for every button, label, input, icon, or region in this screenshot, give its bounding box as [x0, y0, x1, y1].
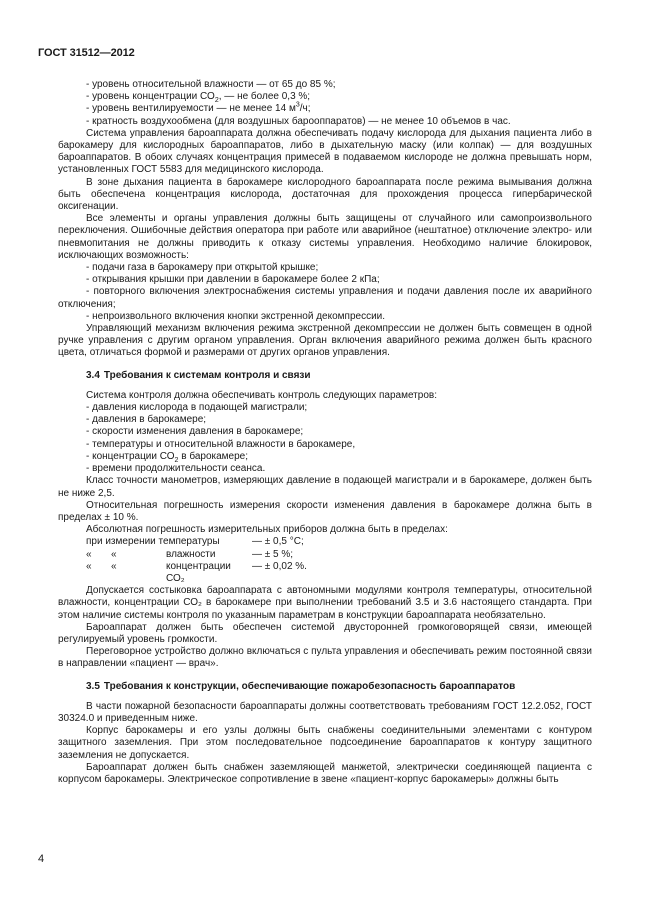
paragraph: Бароаппарат должен быть обеспечен системой двусторонней громкоговорящей связи, имеющей регулируемый уровень громкости.	[58, 621, 592, 645]
paragraph: Относительная погрешность измерения скорости изменения давления в барокамере должна быть в пределах ± 10 %.	[58, 499, 592, 523]
paragraph: Бароаппарат должен быть снабжен заземляющей манжетой, электрически соединяющей пациента с корпусом барокамеры. Электрическое сопротивление в звене «пациент-корпус барокамеры» должны быть	[58, 761, 592, 785]
tolerance-row	[58, 549, 592, 561]
list-item: - уровень относительной влажности — от 65 до 85 %;	[86, 79, 336, 90]
list-item: Абсолютная погрешность измерительных приборов должна быть в пределах:	[86, 524, 448, 536]
list-item: - температуры и относительной влажности в барокамере,	[86, 438, 356, 450]
list-item: - подачи газа в барокамеру при открытой крышке;	[86, 262, 319, 274]
section-title: Требования к конструкции, обеспечивающие пожаробезопасность бароаппаратов	[103, 680, 516, 692]
tolerance-cell: при измерении температуры	[86, 536, 220, 548]
paragraph: Класс точности манометров, измеряющих давление в подающей магистрали и в барокамере, должен быть не ниже 2,5.	[58, 475, 592, 499]
list-item: - времени продолжительности сеанса.	[86, 463, 266, 475]
paragraph: Переговорное устройство должно включаться с пульта управления и обеспечивать режим постоянной связи в направлении «пациент — врач».	[58, 646, 592, 670]
page-number: 4	[38, 853, 45, 865]
paragraph: Управляющий механизм включения режима экстренной декомпрессии не должен быть совмещен в одной ручке управления с другим органом управления. Орган включения аварийного режима должен быть красного цвета, отличаться формой и размерами от других органов управления.	[58, 323, 592, 359]
list-item: - давления кислорода в подающей магистрали;	[86, 402, 308, 414]
paragraph: Все элементы и органы управления должны быть защищены от случайного или самопроизвольного переключения. Ошибочные действия оператора при работе или аварийное (нештатное) отключение электро- или пневмопитания не должны приводить к отказу системы управления. Необходимо наличие блокировок, исключающих возможность:	[58, 213, 592, 261]
list-item: - скорости изменения давления в барокамере;	[86, 426, 304, 438]
tolerance-cell: «	[111, 548, 117, 560]
section-number: 3.5	[86, 680, 100, 692]
list-item: - уровень концентрации $СО_2$, — не более 0,3 %;	[86, 91, 311, 105]
tolerance-cell: «	[111, 560, 117, 572]
paragraph: Корпус барокамеры и его узлы должны быть снабжены соединительными элементами с контуром защитного заземления. При этом последовательное подсоединение бароаппаратов к контуру защитного заземления не допускается.	[58, 725, 592, 761]
tolerance-cell: концентрации СО₂	[166, 560, 231, 584]
tolerance-row	[58, 536, 592, 548]
list-item: - открывания крышки при давлении в барокамере более 2 кПа;	[86, 274, 380, 286]
section-heading	[58, 681, 592, 693]
paragraph: В зоне дыхания пациента в барокамере кислородного бароаппарата после режима вымывания должна быть обеспечена концентрация кислорода, достаточная для прохождения процесса гипербарической оксигенации.	[58, 176, 592, 213]
paragraph: Допускается состыковка бароаппарата с автономными модулями контроля температуры, относительной влажности, концентрации СО₂ в барокамере при выполнении требований 3.5 и 3.6 настоящего стандарта. При этом наличие системы контроля по указанным параметрам в конструкции бароаппарата необязательно.	[58, 585, 592, 621]
tolerance-cell: влажности	[166, 548, 216, 560]
list-item: - непроизвольного включения кнопки экстренной декомпрессии.	[86, 310, 386, 322]
document-header: ГОСТ 31512—2012	[38, 47, 135, 59]
tolerance-row	[58, 561, 592, 585]
tolerance-cell: «	[86, 560, 92, 572]
list-item: - концентрации $СО_2$ в барокамере;	[86, 450, 248, 464]
tolerance-cell: — ± 0,5 °С;	[252, 536, 304, 548]
list-item: - уровень вентилируемости — не менее 14 $м^3/ч$;	[86, 102, 311, 115]
paragraph: В части пожарной безопасности бароаппараты должны соответствовать требованиям ГОСТ 12.2.052, ГОСТ 30324.0 и приведенным ниже.	[58, 700, 592, 724]
tolerance-cell: — ± 0,02 %.	[252, 560, 307, 572]
document-body	[58, 79, 592, 786]
paragraph: - повторного включения электроснабжения системы управления и подачи давления после их аварийного отключения;	[58, 286, 592, 310]
list-item: - кратность воздухообмена (для воздушных барооппаратов) — не менее 10 объемов в час.	[86, 115, 511, 127]
paragraph: Система управления бароаппарата должна обеспечивать подачу кислорода для дыхания пациента либо в барокамеру для кислородных бароаппаратов, либо в дыхательную маску (или колпак) — для воздушных бароаппаратов. В обоих случаях концентрация примесей в подаваемом кислороде не должна превышать норм, установленных ГОСТ 5583 для медицинского кислорода.	[58, 127, 592, 176]
tolerance-cell: — ± 5 %;	[252, 548, 294, 560]
list-item: Система контроля должна обеспечивать контроль следующих параметров:	[86, 389, 437, 401]
section-heading	[58, 370, 592, 382]
list-item: - давления в барокамере;	[86, 414, 207, 426]
section-title: Требования к системам контроля и связи	[103, 369, 311, 381]
tolerance-cell: «	[86, 548, 92, 560]
section-number: 3.4	[86, 369, 100, 381]
